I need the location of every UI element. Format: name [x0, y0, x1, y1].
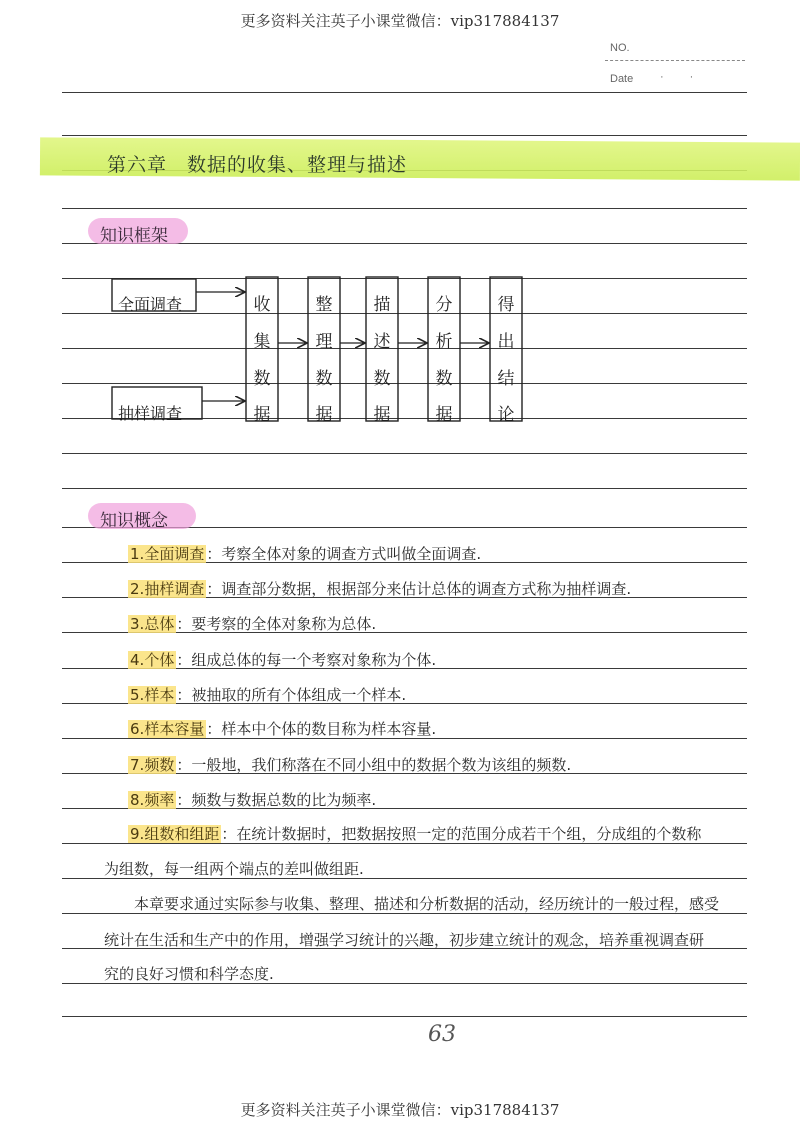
step-char: 据 [253, 405, 271, 425]
step-char: 分 [435, 295, 453, 315]
step-char: 收 [253, 295, 271, 315]
step-char: 数 [253, 369, 271, 389]
step-char: 数 [373, 369, 391, 389]
concept-item: 7.频数 ：一般地，我们称落在不同小组中的数据个数为该组的频数. [130, 756, 572, 774]
step-char: 据 [315, 405, 333, 425]
summary-line: 统计在生活和生产中的作用，增强学习统计的兴趣，初步建立统计的观念，培养重视调查研 [104, 931, 705, 949]
step-char: 述 [373, 332, 391, 352]
summary-line: 本章要求通过实际参与收集、整理、描述和分析数据的活动，经历统计的一般过程，感受 [134, 895, 720, 913]
step-char: 论 [497, 405, 515, 425]
step-char: 据 [373, 405, 391, 425]
page-number: 63 [428, 1022, 456, 1047]
watermark-top: 更多资料关注英子小课堂微信：vip317884137 [240, 12, 560, 30]
step-char: 整 [315, 295, 333, 315]
chapter-title: 第六章 数据的收集、整理与描述 [107, 154, 408, 176]
step-char: 描 [373, 295, 391, 315]
concept-item: 4.个体 ：组成总体的每一个考察对象称为个体. [130, 651, 437, 669]
concept-item: 6.样本容量 ：样本中个体的数目称为样本容量. [130, 720, 437, 738]
step-char: 出 [497, 332, 515, 352]
concept-item: 1.全面调查 ：考察全体对象的调查方式叫做全面调查. [130, 545, 482, 563]
step-char: 集 [253, 332, 271, 352]
date-dots: ·· [660, 71, 720, 83]
concept-item: 8.频率 ：频数与数据总数的比为频率. [130, 791, 377, 809]
concept-item: 9.组数和组距 ：在统计数据时，把数据按照一定的范围分成若干个组，分成组的个数称 [130, 825, 702, 843]
concept-item: 3.总体 ：要考察的全体对象称为总体. [130, 615, 377, 633]
step-char: 结 [497, 369, 515, 389]
concept-item: 2.抽样调查 ：调查部分数据，根据部分来估计总体的调查方式称为抽样调查. [130, 580, 632, 598]
concept-item: 5.样本 ：被抽取的所有个体组成一个样本. [130, 686, 407, 704]
step-char: 据 [435, 405, 453, 425]
step-char: 数 [315, 369, 333, 389]
step-char: 数 [435, 369, 453, 389]
framework-title: 知识框架 [100, 226, 168, 246]
step-char: 理 [315, 332, 333, 352]
concept-item-continuation: 为组数，每一组两个端点的差叫做组距. [104, 860, 364, 878]
date-label: Date [610, 73, 634, 85]
source-label-full: 全面调查 [118, 295, 183, 314]
no-label: NO. [610, 42, 630, 54]
source-label-sample: 抽样调查 [118, 404, 183, 423]
watermark-bottom: 更多资料关注英子小课堂微信：vip317884137 [240, 1101, 560, 1119]
concepts-title: 知识概念 [100, 511, 168, 531]
summary-line: 究的良好习惯和科学态度. [104, 965, 274, 983]
step-char: 析 [435, 332, 453, 352]
step-char: 得 [497, 295, 515, 315]
